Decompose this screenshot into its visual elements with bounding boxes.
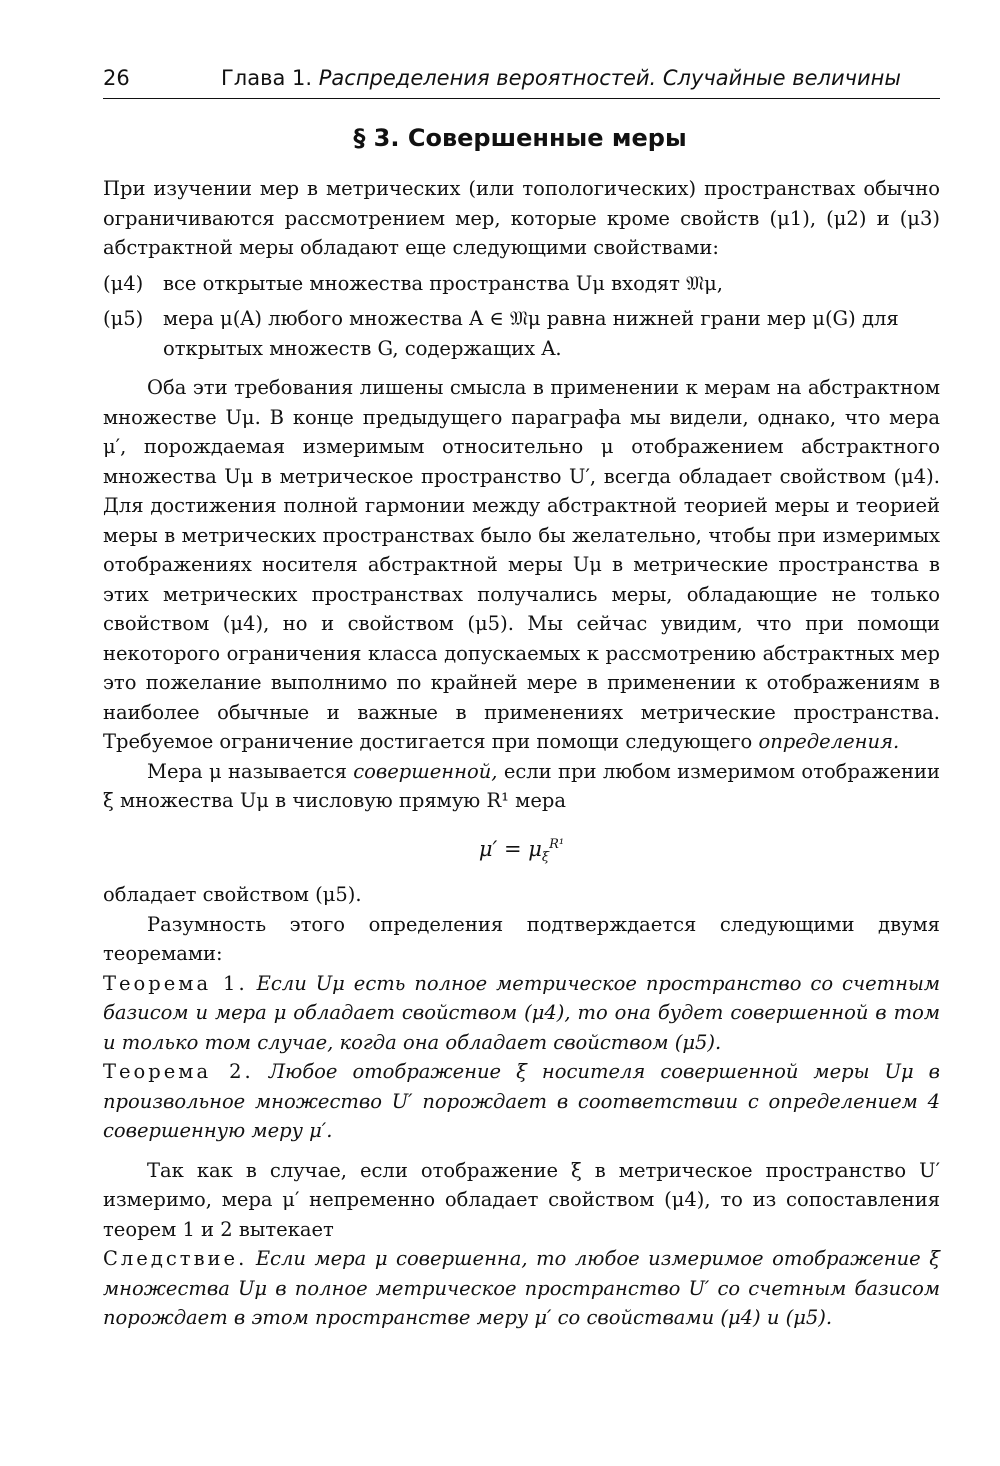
formula-superscript: R¹ [549,836,565,852]
formula-lhs: μ′ = μ [478,836,542,861]
definition-before: Мера μ называется [147,759,347,783]
property-marker: (μ5) [103,307,144,330]
theorem-text: Если Uμ есть полное метрическое пространство со счетным базисом и мера μ обладает свойством (μ4), то она будет совершенной в том и только том случае, когда она обладает свойством (μ5). [103,971,941,1054]
theorem-1 [103,969,940,1058]
property-text: все открытые множества пространства Uμ входят 𝔐μ, [163,271,723,295]
page-number: 26 [103,66,130,90]
formula-subscript: ξ [541,849,550,865]
paragraph-text: Оба эти требования лишены смысла в применении к мерам на абстрактном множестве Uμ. В конце предыдущего параграфа мы видели, однако, что мера μ′, порождаемая измеримым относительно μ отображением абстрактного множества Uμ в метрическое пространство U′, всегда обладает свойством (μ4). Для достижения полной гармонии между абстрактной теорией меры и теорией меры в метрических пространствах было бы желательно, чтобы при измеримых отображениях носителя абстрактной меры Uμ в метрические пространства в этих метрических пространствах получались меры, обладающие не только свойством (μ4), но и свойством (μ5). Мы сейчас увидим, что при помощи некоторого ограничения класса допускаемых к рассмотрению абстрактных мер это пожелание выполнимо по крайней мере в применении к отображениям в наиболее обычные и важные в применениях метрические пространства. Требуемое ограничение достигается при помощи следующего [103,376,940,753]
definition-term: совершенной, [353,759,498,783]
definition-emphasis: определения. [758,730,900,753]
intro-paragraph: При изучении мер в метрических (или топологических) пространствах обычно ограничиваются рассмотрением мер, которые кроме свойств (μ1), (μ2) и (μ3) абстрактной меры обладают еще следующими свойствами: [103,177,940,259]
formula [103,830,940,873]
definition-after: если при любом измеримом отображении ξ множества Uμ в числовую прямую R¹ мера [103,759,940,812]
theorem-text: Любое отображение ξ носителя совершенной меры Uμ в произвольное множество U′ порождает в соответствии с определением 4 совершенную меру μ′. [103,1060,941,1143]
section-title: § 3. Совершенные меры [353,124,687,152]
theorem-label: Теорема 2. [103,1060,254,1084]
property-mu5 [103,304,940,363]
chapter-title: Распределения вероятностей. Случайные величины [318,66,901,90]
property-mu4 [103,269,940,299]
theorem-label: Теорема 1. [103,971,248,995]
paragraph-harmony [103,373,940,757]
theorems-intro: Разумность этого определения подтверждается следующими двумя теоремами: [103,912,940,966]
corollary-text: Если мера μ совершенна, то любое измеримое отображение ξ множества Uμ в полное метрическое пространство U′ со счетным базисом порождает в этом пространстве меру μ′ со свойствами (μ4) и (μ5). [103,1247,940,1330]
after-formula-text: обладает свойством (μ5). [103,883,362,907]
consequence-paragraph: Так как в случае, если отображение ξ в метрическое пространство U′ измеримо, мера μ′ непременно обладает свойством (μ4), то из сопоставления теорем 1 и 2 вытекает [103,1158,940,1241]
corollary [103,1244,940,1333]
definition-paragraph [103,757,940,816]
corollary-label: Следствие. [103,1247,248,1271]
page-body [103,174,940,1333]
property-text: мера μ(A) любого множества A ∈ 𝔐μ равна нижней грани мер μ(G) для открытых множеств G, содержащих A. [163,307,899,360]
theorem-2 [103,1057,940,1146]
chapter-heading [221,66,901,90]
property-marker: (μ4) [103,271,144,295]
running-head [103,64,940,99]
chapter-prefix: Глава 1. [221,66,313,90]
